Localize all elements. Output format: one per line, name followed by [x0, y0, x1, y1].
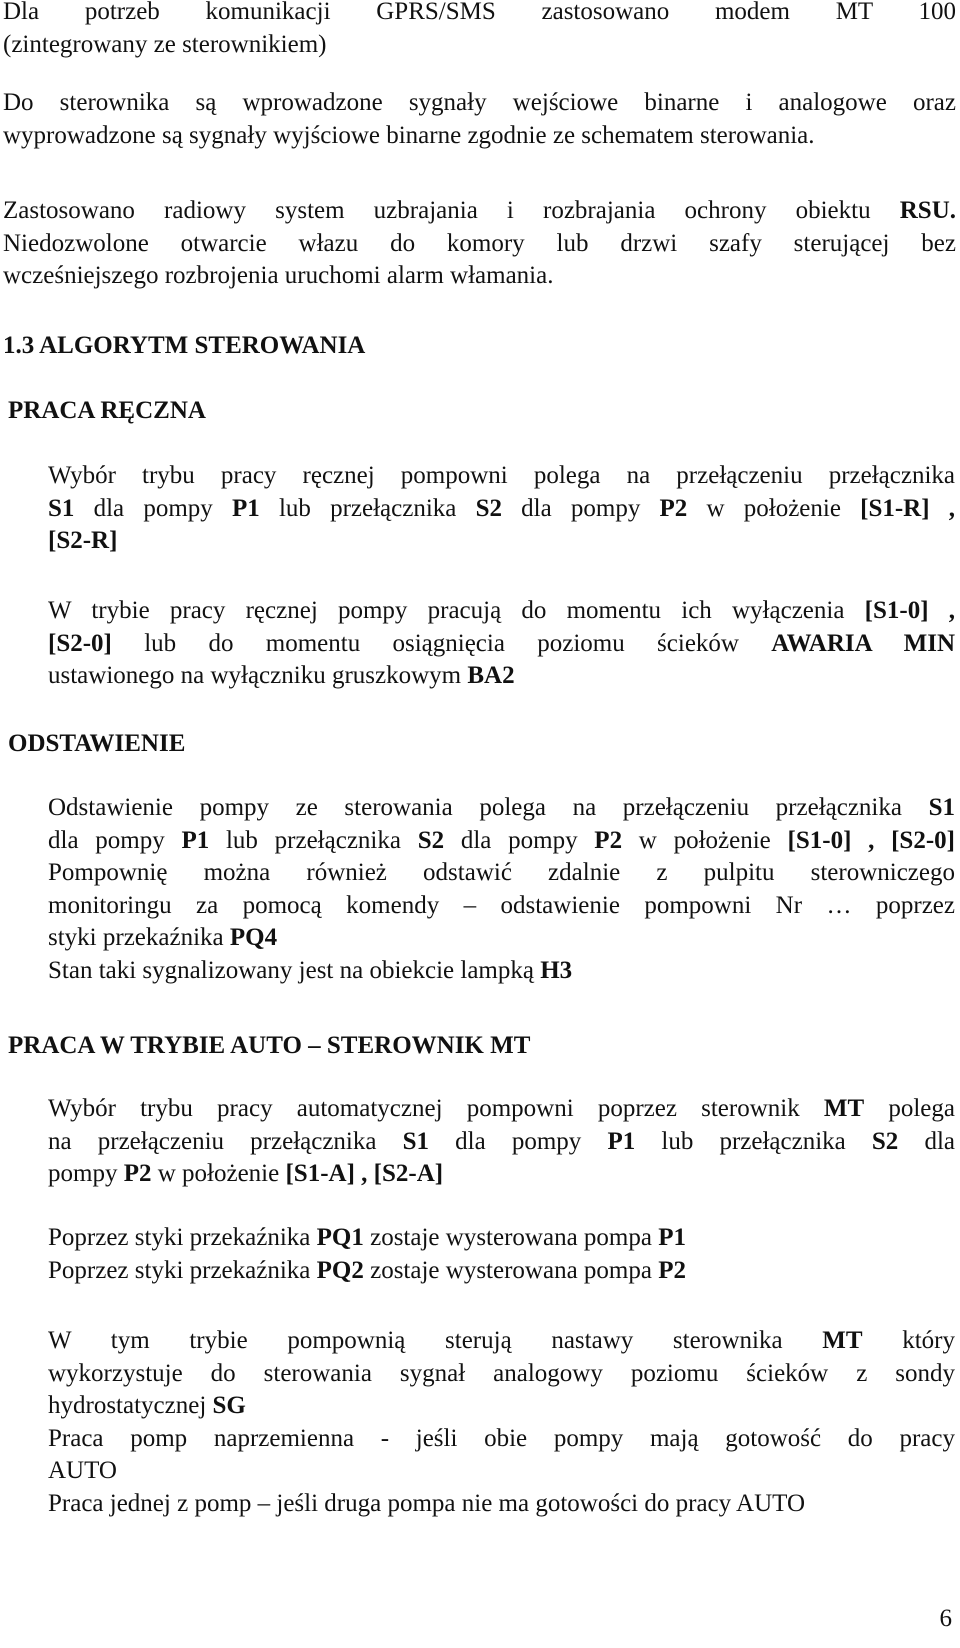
heading-praca-auto: PRACA W TRYBIE AUTO – STEROWNIK MT: [8, 1032, 531, 1059]
paragraph-odstawienie: Odstawienie pompy ze sterowania polega na przełączeniu przełącznika S1 dla pompy P1 lub przełącznika S2 dla pompy P2 w położenie [S1-0] , [S2-0] Pompownię można również odstawić zdalnie z pulpitu sterowniczego monitoringu za pomocą komendy – odstawienie pompowni Nr … poprzez styki przekaźnika PQ4 Stan taki sygnalizowany jest na obiekcie lampką H3: [48, 794, 955, 984]
paragraph-modem: Dla potrzeb komunikacji GPRS/SMS zastosowano modem MT 100 (zintegrowany ze sterownikiem): [3, 0, 956, 58]
paragraph-signals: Do sterownika są wprowadzone sygnały wejściowe binarne i analogowe oraz wyprowadzone są sygnały wyjściowe binarne zgodnie ze schematem sterowania.: [3, 89, 956, 149]
heading-odstawienie: ODSTAWIENIE: [8, 730, 186, 757]
paragraph-manual-select: Wybór trybu pracy ręcznej pompowni polega na przełączeniu przełącznika S1 dla pompy P1 lub przełącznika S2 dla pompy P2 w położenie [S1-R] , [S2-R]: [48, 462, 955, 555]
paragraph-manual-run: W trybie pracy ręcznej pompy pracują do momentu ich wyłączenia [S1-0] , [S2-0] lub do momentu osiągnięcia poziomu ścieków AWARIA MIN ustawionego na wyłączniku gruszkowym BA2: [48, 597, 955, 690]
heading-praca-reczna: PRACA RĘCZNA: [8, 397, 206, 424]
paragraph-auto-mode: W tym trybie pompownią sterują nastawy sterownika MT który wykorzystuje do sterowania sygnał analogowy poziomu ścieków z sondy hydrostatycznej SG Praca pomp naprzemienna - jeśli obie pompy mają gotowość do pracy AUTO Praca jednej z pomp – jeśli druga pompa nie ma gotowości do pracy AUTO: [48, 1327, 955, 1517]
paragraph-rsu: Zastosowano radiowy system uzbrajania i rozbrajania ochrony obiektu RSU. Niedozwolone otwarcie włazu do komory lub drzwi szafy sterującej bez wcześniejszego rozbrojenia uruchomi alarm włamania.: [3, 197, 956, 290]
section-title: 1.3 ALGORYTM STEROWANIA: [3, 332, 366, 359]
paragraph-auto-select: Wybór trybu pracy automatycznej pompowni poprzez sterownik MT polega na przełączeniu przełącznika S1 dla pompy P1 lub przełącznika S2 dla pompy P2 w położenie [S1-A] , [S2-A]: [48, 1095, 955, 1188]
page-number: 6: [939, 1605, 952, 1632]
paragraph-auto-relays: Poprzez styki przekaźnika PQ1 zostaje wysterowana pompa P1 Poprzez styki przekaźnika PQ2 zostaje wysterowana pompa P2: [48, 1224, 686, 1284]
